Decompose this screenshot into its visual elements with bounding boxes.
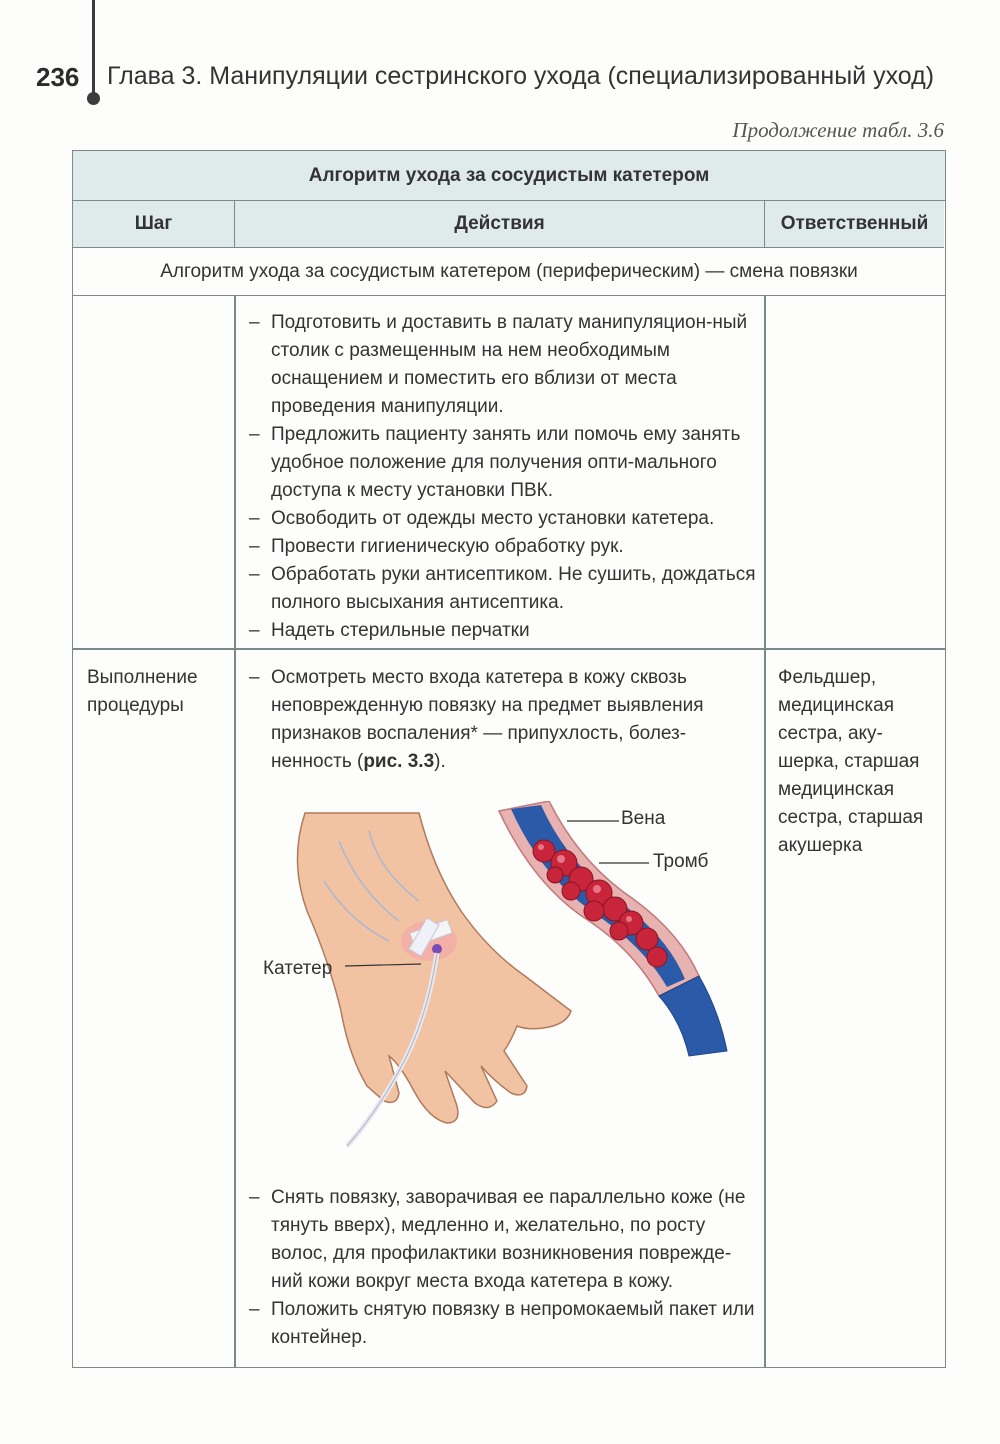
page-number: 236: [36, 62, 80, 92]
procedure-table: [72, 150, 946, 1368]
table-subtitle: Алгоритм ухода за сосудистым катетером (периферическим) — смена повязки: [73, 248, 945, 296]
row2-actions-bottom: [249, 1184, 759, 1352]
table-title: Алгоритм ухода за сосудистым катетером: [73, 151, 945, 201]
action-item: – Подготовить и доставить в палату манипуляцион-ный столик с размещенным на нем необходимым оснащением и поместить его вблизи от места проведения манипуляции.: [249, 309, 759, 421]
action-item: – Положить снятую повязку в непромокаемый пакет или контейнер.: [249, 1296, 759, 1352]
action-item: – Надеть стерильные перчатки: [249, 617, 759, 645]
header-rule-dot: [87, 92, 100, 105]
header-rule: [92, 0, 95, 96]
table-continuation-note: Продолжение табл. 3.6: [732, 118, 944, 142]
step-label: Выполнение процедуры: [87, 667, 198, 716]
action-item: – Предложить пациенту занять или помочь ему занять удобное положение для получения опти-мального доступа к месту установки ПВК.: [249, 421, 759, 505]
column-divider: [234, 296, 236, 1367]
action-text-end: ).: [434, 751, 446, 772]
row2-actions-top: [249, 664, 759, 776]
responsible-persons: Фельдшер, медицинская сестра, аку-шерка, старшая медицинская сестра, старшая акушерка: [778, 667, 924, 856]
action-item: – Обработать руки антисептиком. Не сушить, дождаться полного высыхания антисептика.: [249, 561, 759, 617]
action-item: – Снять повязку, заворачивая ее параллельно коже (не тянуть вверх), медленно и, желательно, по росту волос, для профилактики возникновения поврежде-ний кожи вокруг места входа катетера в кожу.: [249, 1184, 759, 1296]
action-item: [249, 664, 759, 776]
label-thrombus: Тромб: [653, 851, 709, 872]
action-text: Осмотреть место входа катетера в кожу сквозь неповрежденную повязку на предмет выявления признаков воспаления* — припухлость, болез-ненность (: [271, 667, 704, 772]
column-header-step: Шаг: [73, 201, 235, 248]
chapter-title: Глава 3. Манипуляции сестринского ухода (специализированный уход): [107, 62, 935, 90]
column-divider: [764, 296, 766, 1367]
label-catheter: Катетер: [263, 958, 333, 979]
column-header-responsible: Ответственный: [765, 201, 944, 248]
figure-reference[interactable]: рис. 3.3: [363, 751, 435, 772]
label-vein: Вена: [621, 808, 666, 829]
action-item: – Освободить от одежды место установки катетера.: [249, 505, 759, 533]
row1-actions: [249, 309, 759, 645]
column-header-actions: Действия: [235, 201, 765, 248]
row-divider: [73, 648, 945, 650]
action-item: – Провести гигиеническую обработку рук.: [249, 533, 759, 561]
